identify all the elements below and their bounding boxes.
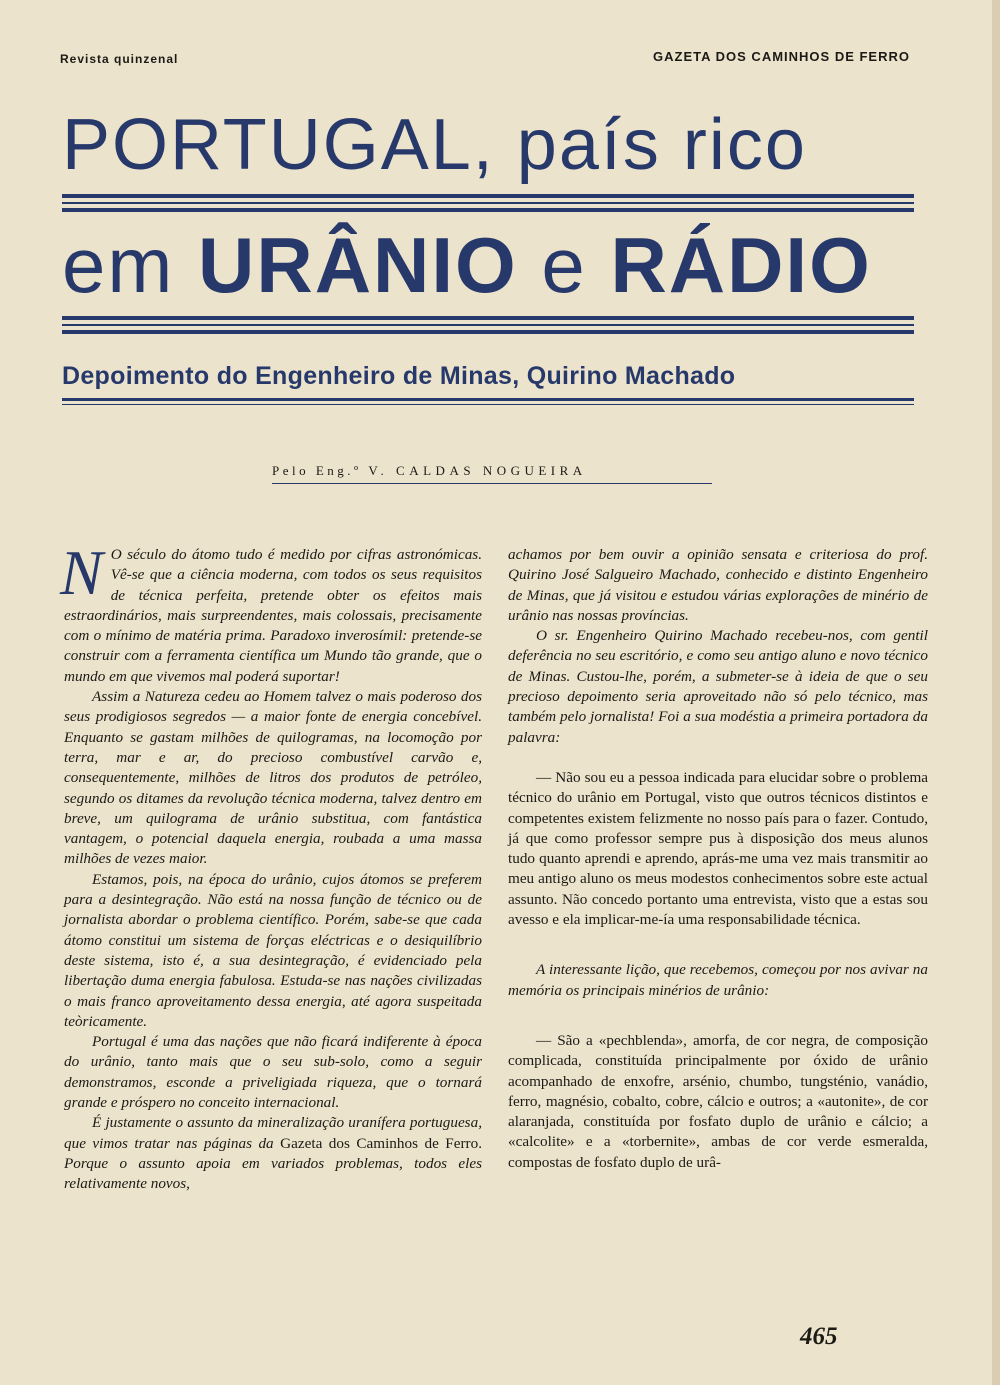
headline-pais-rico: país rico bbox=[494, 105, 807, 185]
headline-e: e bbox=[517, 221, 611, 309]
running-header-right: GAZETA DOS CAMINHOS DE FERRO bbox=[653, 49, 910, 64]
headline-rule-thick bbox=[62, 194, 914, 198]
page-edge bbox=[992, 0, 1000, 1385]
byline-author: V. CALDAS NOGUEIRA bbox=[368, 463, 587, 478]
headline-uranio: URÂNIO bbox=[198, 221, 518, 309]
byline-prefix: Pelo Eng.º bbox=[272, 463, 362, 478]
headline-radio: RÁDIO bbox=[610, 221, 872, 309]
spacer bbox=[508, 748, 928, 768]
title-rule-thick bbox=[62, 316, 914, 320]
title-rule-thick-2 bbox=[62, 330, 914, 334]
paragraph-text: O século do átomo tudo é medido por cifras astronómicas. Vê-se que a ciência moderna, com todos os seus requisitos de técnica perfeita, pretende obter os efeitos mais estraordinários, mais surpreendentes, mais colossais, precisamente com o mínimo de matéria prima. Paradoxo inverosímil: pretende-se construir com a ferramenta científica um Mundo tão grande, que o mundo em que vivemos mal poderá suportar! bbox=[64, 546, 482, 685]
paragraph: — Não sou eu a pessoa indicada para elucidar sobre o problema técnico do urânio em Portugal, visto que outros técnicos distintos e competentes existem felizmente no nosso país para o fazer. Contudo, já que como professor sempre pus à disposição dos meus alunos tudo quanto aprendi e aprendo, aprás-me uma vez mais transmitir ao meu antigo aluno os meus modestos conhecimentos sobre este actual assunto. Não concedo portanto uma entrevista, visto que a estas sou avesso e ela implicar-me-ía uma responsabilidade técnica. bbox=[508, 768, 928, 929]
spacer bbox=[508, 930, 928, 960]
byline bbox=[272, 463, 587, 479]
byline-underline bbox=[272, 483, 712, 484]
headline-rule-thick-2 bbox=[62, 208, 914, 212]
paragraph: Assim a Natureza cedeu ao Homem talvez o mais poderoso dos seus prodigiosos segredos — a maior fonte de energia concebível. Enquanto se gastam milhões de quilogramas, na locomoção por terra, mar e ar, do precioso combustível carvão e, consequentemente, milhões de litros dos produtos de petróleo, segundo os ditames da revolução técnica moderna, talvez dentro em breve, um quilograma de urânio substitua, com fantástica vantagem, o potencial daquela energia, roubada a uma massa milhões de vezes maior. bbox=[64, 688, 482, 868]
paragraph-text: É justamente o assunto da mineralização uranífera portuguesa, que vimos tratar nas páginas da bbox=[64, 1114, 482, 1152]
paragraph-text: Porque o assunto apoia em variados problemas, todos eles relativamente novos, bbox=[64, 1154, 482, 1193]
paragraph: Portugal é uma das nações que não ficará indiferente à época do urânio, tanto mais que o seu sub-solo, como a seguir demonstramos, esconde a priveligiada riqueza, que o tornará grande e próspero no conceito internacional. bbox=[64, 1033, 482, 1112]
subtitle: Depoimento do Engenheiro de Minas, Quirino Machado bbox=[62, 362, 736, 390]
left-column bbox=[60, 537, 482, 1195]
headline-em: em bbox=[62, 221, 199, 309]
right-column bbox=[508, 545, 928, 1173]
headline-line-1 bbox=[62, 100, 912, 190]
paragraph bbox=[64, 1113, 482, 1194]
headline-rule-thin bbox=[62, 202, 914, 204]
title-rule-thin bbox=[62, 324, 914, 326]
drop-cap: N bbox=[60, 537, 103, 608]
spacer bbox=[508, 1001, 928, 1031]
paragraph: O sr. Engenheiro Quirino Machado recebeu-nos, com gentil deferência no seu escritório, e como seu antigo aluno e novo técnico de Minas. Custou-lhe, porém, a submeter-se à ideia de que o seu precioso depoimento seria aproveitado não só pelo técnico, mas também pelo jornalista! Foi a sua modéstia a primeira portadora da palavra: bbox=[508, 627, 928, 746]
page-number: 465 bbox=[800, 1323, 838, 1350]
paragraph: — São a «pechblenda», amorfa, de cor negra, de composição complicada, constituída principalmente por óxido de urânio acompanhado de enxofre, arsénio, chumbo, tungsténio, vanádio, ferro, magnésio, cobalto, cobre, cálcio e outros; a «autonite», de cor alaranjada, constituída por fosfato duplo de urânio e cálcio; a «calcolite» e a «torbernite», ambas de cor verde esmeralda, compostas de fosfato duplo de urâ- bbox=[508, 1031, 928, 1171]
paragraph: A interessante lição, que recebemos, começou por nos avivar na memória os principais minérios de urânio: bbox=[508, 961, 928, 999]
running-header-left: Revista quinzenal bbox=[60, 52, 179, 66]
paragraph bbox=[60, 537, 482, 687]
paragraph: Estamos, pois, na época do urânio, cujos átomos se preferem para a desintegração. Não está na nossa função de técnico ou de jornalista abordar o problema científico. Porém, sabe-se que cada átomo constitui um sistema de forças eléctricas e o desiquilíbrio deste sistema, isto é, a sua desintegração, é evidenciado pela libertação duma energia fabulosa. Estuda-se nas nações civilizadas o mais franco aproveitamento dessa energia, até agora suspeitada teòricamente. bbox=[64, 870, 482, 1030]
subtitle-rule-thin bbox=[62, 404, 914, 405]
subtitle-rule-thick bbox=[62, 398, 914, 401]
headline-portugal: PORTUGAL, bbox=[62, 105, 495, 185]
paragraph: achamos por bem ouvir a opinião sensata e criteriosa do prof. Quirino José Salgueiro Machado, conhecido e distinto Engenheiro de Minas, que já visitou e estudou várias explorações de minério de urânio nas nossas províncias. bbox=[508, 546, 928, 624]
publication-name: Gazeta dos Caminhos de Ferro. bbox=[280, 1134, 482, 1152]
headline-line-2 bbox=[62, 220, 912, 310]
